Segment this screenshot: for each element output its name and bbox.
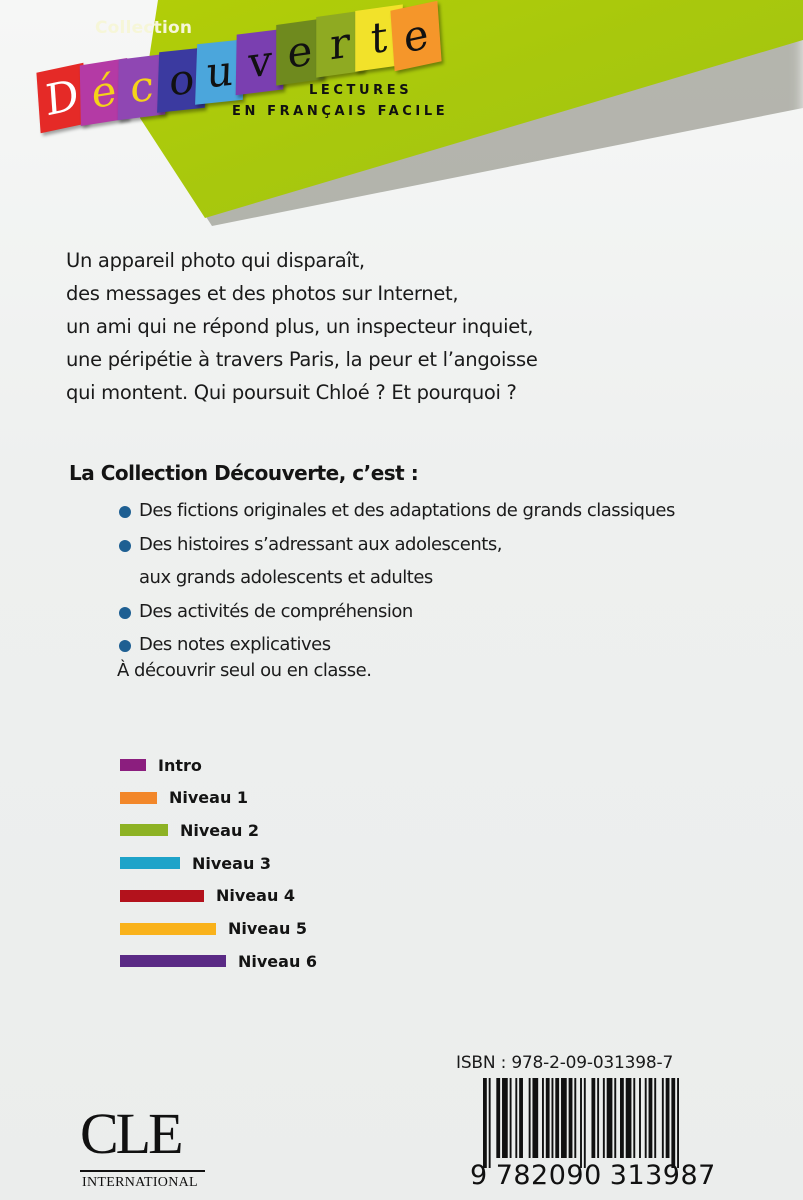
feature-text: aux grands adolescents et adultes <box>139 567 433 588</box>
level-item <box>120 820 259 840</box>
level-color-bar <box>120 890 204 902</box>
level-color-bar <box>120 955 226 967</box>
bullet-icon <box>119 540 131 552</box>
logo-letter-tile: D <box>36 63 87 133</box>
bullet-icon <box>119 607 131 619</box>
barcode-digits-left: 782090 <box>495 1160 602 1191</box>
barcode-digits-right: 313987 <box>609 1160 716 1191</box>
tagline-lectures: LECTURES <box>309 83 413 98</box>
feature-text: Des fictions originales et des adaptations de grands classiques <box>139 500 675 521</box>
logo-letter-tile: t <box>355 4 403 71</box>
level-label: Niveau 5 <box>228 919 308 938</box>
level-label: Niveau 3 <box>192 853 272 873</box>
feature-text: Des activités de compréhension <box>139 600 413 622</box>
features-list <box>117 494 675 662</box>
synopsis-line: Un appareil photo qui disparaît, <box>66 249 365 272</box>
level-label: Niveau 4 <box>216 886 296 906</box>
level-item <box>120 886 295 906</box>
logo-letter-tile: o <box>157 47 207 113</box>
level-item <box>120 788 248 808</box>
feature-item-continuation <box>117 561 675 595</box>
synopsis <box>66 244 706 409</box>
logo-letter-tile: u <box>195 39 245 105</box>
level-label: Intro <box>158 755 202 775</box>
level-item <box>120 951 317 971</box>
barcode-digit-first: 9 <box>470 1160 488 1191</box>
synopsis-line: une péripétie à travers Paris, la peur et l’angoisse <box>66 348 538 371</box>
features-title: La Collection Découverte, c’est : <box>69 461 419 485</box>
logo-letter-tile: c <box>118 54 167 120</box>
collection-label: Collection <box>95 18 193 38</box>
tagline-francais-facile: EN FRANÇAIS FACILE <box>232 104 449 119</box>
barcode-digits <box>470 1160 716 1191</box>
logo-letter-tile: r <box>316 10 364 77</box>
level-color-bar <box>120 759 146 771</box>
feature-text: Des histoires s’adressant aux adolescents, <box>139 533 502 555</box>
closing-line: À découvrir seul ou en classe. <box>117 660 372 681</box>
level-color-bar <box>120 857 180 869</box>
feature-item <box>117 595 675 629</box>
publisher-logo-rule <box>80 1170 205 1172</box>
isbn-label: ISBN : 978-2-09-031398-7 <box>456 1053 674 1073</box>
level-item <box>120 755 202 775</box>
feature-item <box>117 628 675 662</box>
synopsis-line: des messages et des photos sur Internet, <box>66 282 459 305</box>
logo-letter-tile: v <box>236 29 285 95</box>
synopsis-line: un ami qui ne répond plus, un inspecteur inquiet, <box>66 315 534 338</box>
level-color-bar <box>120 923 216 935</box>
level-color-bar <box>120 824 168 836</box>
level-label: Niveau 2 <box>180 820 260 840</box>
publisher-logo: CLE <box>80 1101 181 1166</box>
level-label: Niveau 1 <box>169 788 249 808</box>
feature-item <box>117 528 675 562</box>
publisher-subtitle: INTERNATIONAL <box>82 1175 198 1190</box>
feature-text: Des notes explicatives <box>139 634 331 655</box>
synopsis-line: qui montent. Qui poursuit Chloé ? Et pourquoi ? <box>66 381 517 404</box>
bullet-icon <box>119 506 131 518</box>
level-item <box>120 853 271 873</box>
level-label: Niveau 6 <box>238 951 318 971</box>
barcode-icon <box>483 1078 679 1168</box>
logo-letter-tile: e <box>390 1 441 71</box>
level-item <box>120 919 307 939</box>
logo-letter-tile: e <box>276 18 324 85</box>
level-color-bar <box>120 792 157 804</box>
bullet-icon <box>119 640 131 652</box>
logo-letter-tile: é <box>80 58 128 126</box>
feature-item <box>117 494 675 528</box>
